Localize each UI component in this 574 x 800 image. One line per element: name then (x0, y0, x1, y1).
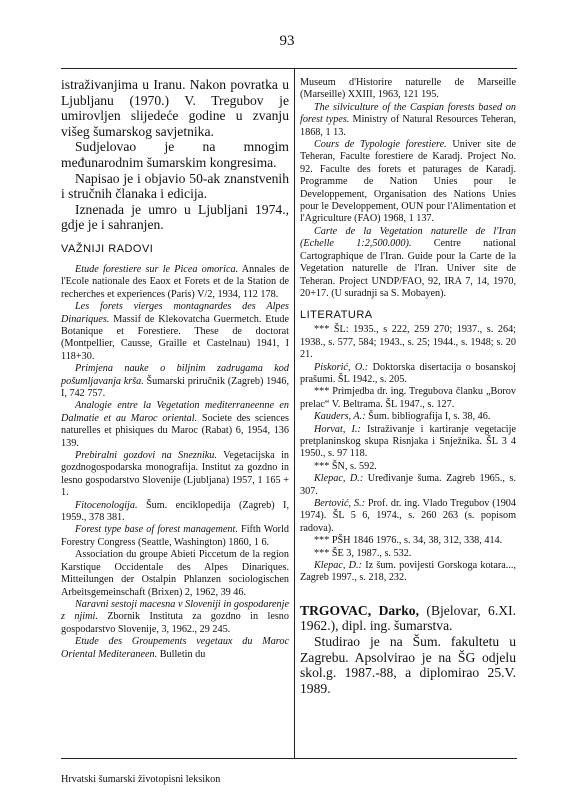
work-item (61, 301, 289, 363)
work-item-title: Forest type base of forest management. (75, 524, 238, 536)
column-divider (294, 68, 295, 758)
work-item (61, 264, 289, 301)
work-item-details: Museum d'Historire naturelle de Marseille (Marseille) XXIII, 1963, 121 195. (300, 77, 516, 101)
work-item-details: Šumarski priručnik (Zagreb) 1946, I, 742 757. (61, 375, 289, 399)
literature-heading: LITERATURA (300, 309, 373, 322)
work-item (300, 102, 516, 139)
work-item-details: Ministry of Natural Resources Teheran, 1868, 1 13. (300, 114, 516, 138)
work-item (61, 599, 289, 636)
work-item-title: The silviculture of the Caspian forests based on forest types. (300, 101, 516, 126)
work-item-title: Etude forestiere sur le Picea omorica. (75, 263, 239, 275)
page-number: 93 (279, 33, 295, 49)
literature-item-title: Bertović, S.: (314, 498, 365, 509)
literature-item (300, 473, 516, 498)
work-item-details: Šum. enciklopedija (Zagreb) I, 1959., 378 381. (61, 499, 289, 524)
right-column (300, 77, 516, 696)
works-list (61, 264, 289, 661)
work-item-details: Bulletin du (157, 648, 206, 660)
bio-paragraph: Napisao je i objavio 50-ak znanstvenih i stručnih članaka i edicija. (61, 170, 289, 202)
entry-heading (300, 603, 516, 634)
literature-item-details: *** ŠL: 1935., s 222, 259 270; 1937., s. 264; 1938., s. 577, 584; 1943., s. 25; 1944., s. 1948; s. 20 21. (300, 324, 516, 361)
work-item (300, 139, 516, 226)
literature-item-details: Šum. bibliografija I, s. 38, 46. (365, 411, 491, 423)
work-item-title: Etude des Groupements vegetaux du Maroc Oriental Mediteraneen. (61, 636, 289, 660)
work-item-details: Massif de Klekovatcha Guermetch. Etude Botanique et Forestiere. These de doctorat (Montpellier, Causse, Graille et Castelnau) 1941, I 118+30. (61, 313, 289, 362)
biography-text (61, 77, 289, 233)
literature-item (300, 461, 516, 473)
literature-item-title: Kauders, A.: (314, 411, 366, 423)
footer-text: Hrvatski šumarski životopisni leksikon (61, 774, 221, 785)
works-heading: VAŽNIJI RADOVI (61, 242, 154, 255)
work-item (300, 226, 516, 300)
top-rule (61, 68, 517, 69)
literature-item (300, 324, 516, 361)
work-item (61, 636, 289, 661)
literature-item (300, 424, 516, 461)
work-item (61, 549, 289, 599)
literature-item-title: Klepac, D.: (314, 560, 362, 572)
work-item-details: Societe des sciences naturelles et phisiques du Maroc (Rabat) 6, 1954, 136 139. (61, 412, 289, 449)
work-item-title: Les forets vierges montagnardes des Alpes Dinariques. (61, 301, 289, 325)
work-item-title: Primjena nauke o biljnim zadrugama kod pošumljavanja krša. (61, 363, 289, 387)
literature-item-details: Prof. dr. ing. Vlado Tregubov (1904 1974). ŠL 5 6, 1974., s. 260 263 (s. popisom radova). (300, 498, 516, 534)
work-item-title: Fitocenologija. (75, 499, 138, 511)
literature-item-title: Piskorić, O.: (314, 361, 369, 373)
literature-item (300, 386, 516, 411)
work-item-details: Vegetacijska in gozdnogospodarska monografija. Institut za gozdno in lesno gospodarstvo Slovenije (Ljubljana) 1957, 1 165 + 1. (61, 450, 289, 499)
entry-name: TRGOVAC, Darko, (300, 602, 419, 618)
literature-item-title: Horvat, I.: (314, 423, 361, 435)
literature-item (300, 498, 516, 535)
new-entry (300, 603, 516, 697)
work-item (300, 77, 516, 102)
bio-paragraph: istraživanjima u Iranu. Nakon povratka u Ljubljanu (1970.) V. Tregubov je umirovljen slijedeće godine u zvanju višeg šumarskog savjetnika. (61, 77, 289, 139)
bio-paragraph: Iznenada je umro u Ljubljani 1974., gdje je i sahranjen. (61, 201, 289, 233)
work-item-details: Zbornik Instituta za gozdno in lesno gospodarstvo Slovenije, 3, 1962., 29 245. (61, 611, 289, 635)
literature-item-details: *** Primjedba dr. ing. Tregubova članku „Borov prelac“ V. Beltrama. ŠL 1947., s. 127. (300, 386, 516, 410)
work-item-details: Centre national Cartographique de l'Iran. Guide pour la Carte de la Vegetation naturelle de l'Iran. Univer site de Teheran. Project UNDP/FAO, 92, IRA 7, 14, 1970, 20+17. (U suradnji sa S. Mobayen). (300, 238, 516, 299)
bio-paragraph: Sudjelovao je na mnogim međunarodnim šumarskim kongresima. (61, 139, 289, 170)
literature-item (300, 560, 516, 585)
work-item-title: Carte de la Vegetation naturelle de l'Iran (Echelle 1:2,500.000). (300, 225, 516, 250)
work-item-title: Naravni sestoji macesna v Sloveniji in gospodarenje z njimi. (61, 598, 289, 623)
literature-item (300, 362, 516, 387)
literature-item-details: *** ŠE 3, 1987., s. 532. (314, 547, 412, 559)
literature-list (300, 324, 516, 585)
works-list-continued (300, 77, 516, 300)
literature-item-details: *** PŠH 1846 1976., s. 34, 38, 312, 338, 414. (314, 535, 503, 547)
literature-item (300, 548, 516, 560)
work-item (61, 400, 289, 450)
work-item (61, 500, 289, 525)
work-item-title: Analogie entre la Vegetation mediterraneenne en Dalmatie et au Maroc oriental. (61, 400, 289, 424)
work-item-details: Univer site de Teheran, Faculte forestiere de Karadj. Project No. 92. Faculte des forets et paturages de Karadj. Programme de Nation Unies pour le Developpement, Organisation des Nations Unies pour le Developpement, OUN pour l'Alimentation et l'Agriculture (FAO) 1968, 1 137. (300, 139, 516, 225)
literature-item-details: Doktorska disertacija o bosanskoj prašumi. ŠL 1942., s. 205. (300, 361, 516, 385)
work-item (61, 450, 289, 500)
literature-item-details: Iz šum. povijesti Gorskoga kotara..., Zagreb 1997., s. 218, 232. (300, 560, 516, 584)
literature-item-details: Uređivanje šuma. Zagreb 1965., s. 307. (300, 473, 516, 497)
left-column (61, 77, 289, 661)
literature-item-details: Istraživanje i kartiranje vegetacije pretplaninskog skupa Risnjaka i Snježnika. ŠL 3 4 1950., s. 97 118. (300, 423, 516, 460)
entry-details: (Bjelovar, 6.XI. 1962.), dipl. ing. šumarstva. (300, 602, 516, 634)
work-item (61, 524, 289, 549)
literature-item-details: *** ŠN, s. 592. (314, 460, 377, 472)
bottom-rule (61, 758, 517, 759)
work-item-title: Prebiralni gozdovi na Snezniku. (75, 450, 217, 462)
entry-paragraph: Studirao je na Šum. fakultetu u Zagrebu. Apsolvirao je na ŠG odjelu skol.g. 1987.-88, a diplomirao 25.V. 1989. (300, 634, 516, 696)
work-item-title: Cours de Typologie forestiere. (314, 139, 447, 151)
work-item (61, 363, 289, 400)
literature-item (300, 535, 516, 547)
literature-item (300, 411, 516, 423)
work-item-details: Fifth World Forestry Congress (Seattle, Washington) 1860, 1 6. (61, 524, 289, 548)
work-item-details: Association du groupe Abieti Piccetum de la region Karstique Occidentale des Alpes Dinariques. Mitteilungen der Ostalpin Phlanzen sociologischen Arbeitsgemeinschaft (Brixen) 2, 1962, 39 46. (61, 549, 289, 598)
literature-item-title: Klepac, D.: (314, 473, 364, 485)
work-item-details: Annales de l'Ecole nationale des Eaox et Forets et de la Station de recherches et experiences (Paris) V/2, 1934, 112 178. (61, 263, 290, 300)
